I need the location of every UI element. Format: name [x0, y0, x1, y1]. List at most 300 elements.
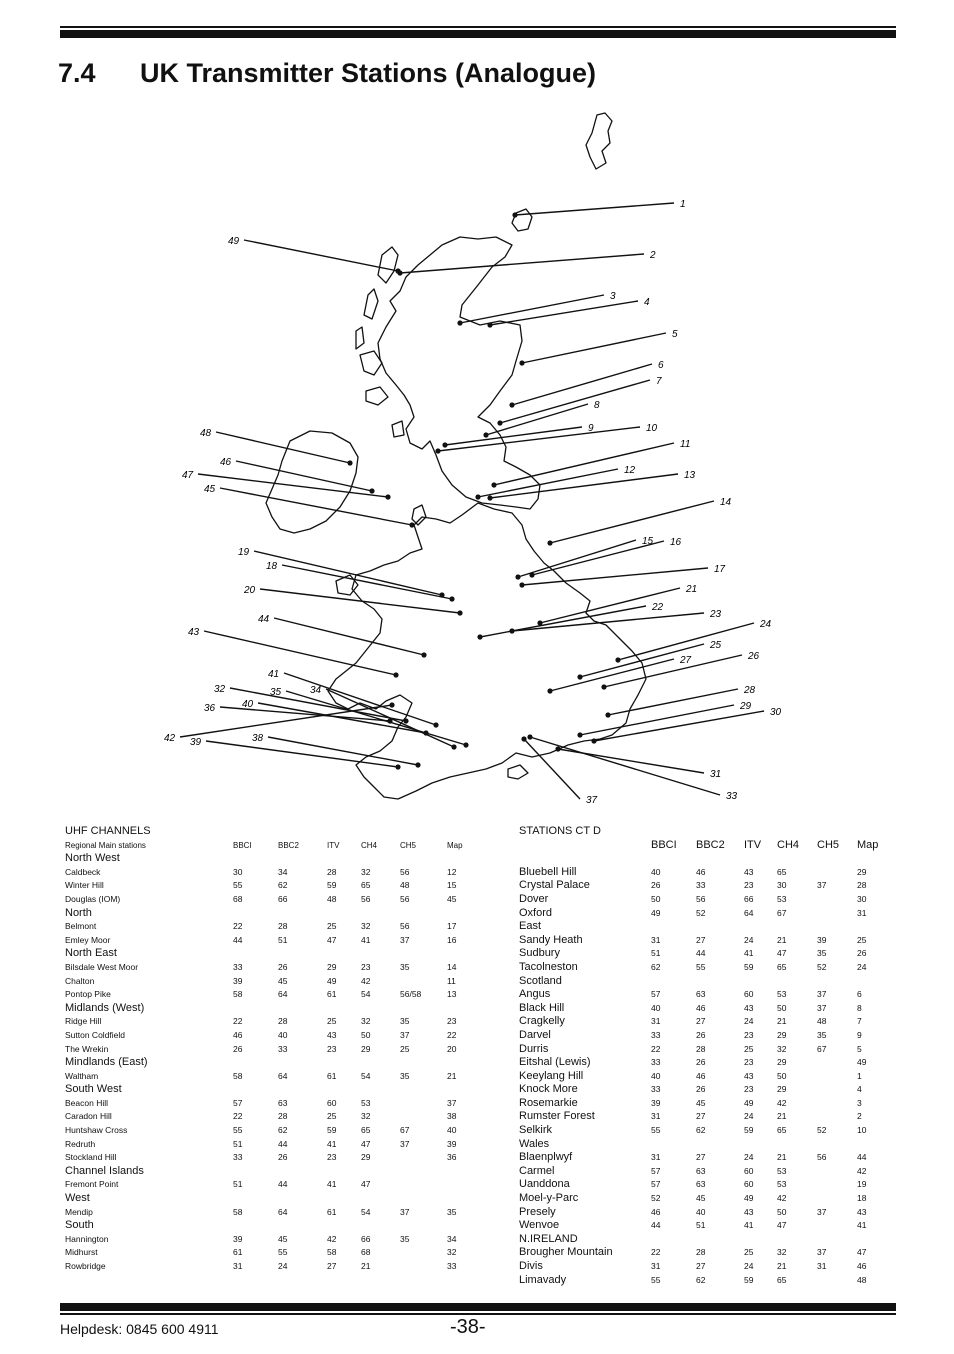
table-row [519, 1070, 899, 1084]
channel-cell: 49 [744, 1193, 754, 1204]
station-name: Redruth [65, 1138, 96, 1149]
channel-cell: 28 [696, 1247, 706, 1258]
station-dot-12 [475, 494, 480, 499]
channel-cell: 52 [817, 1125, 827, 1136]
station-name: Ridge Hill [65, 1016, 102, 1027]
channel-cell: 64 [278, 989, 288, 1000]
channel-cell: 2 [857, 1111, 862, 1122]
leader-line-35 [286, 691, 466, 745]
station-dot-15 [515, 574, 520, 579]
channel-cell: 35 [817, 948, 827, 959]
channel-cell: 3 [857, 1097, 862, 1108]
table-row [519, 1178, 899, 1192]
section-title: UK Transmitter Stations (Analogue) [140, 58, 597, 88]
channel-cell: 50 [777, 1002, 787, 1013]
station-name: Dover [519, 892, 549, 905]
channel-cell: 53 [777, 1179, 787, 1190]
channel-cell: 31 [651, 1111, 661, 1122]
station-name: Sutton Coldfield [65, 1029, 126, 1040]
channel-cell: 27 [696, 1016, 706, 1027]
station-dot-31 [555, 746, 560, 751]
station-label-30: 30 [770, 707, 782, 718]
station-name: Knock More [519, 1083, 578, 1096]
channel-cell: 51 [278, 934, 288, 945]
helpdesk-number: Helpdesk: 0845 600 4911 [60, 1321, 219, 1337]
channel-cell: 40 [651, 1002, 661, 1013]
channel-cell: 37 [817, 989, 827, 1000]
channel-cell: 29 [777, 1057, 787, 1068]
channel-cell: 32 [777, 1247, 787, 1258]
page-number: -38- [450, 1316, 486, 1338]
table-row [519, 961, 899, 975]
station-dot-41 [433, 722, 438, 727]
station-name: Durris [519, 1042, 549, 1055]
column-header: ITV [744, 838, 762, 851]
channel-cell: 22 [233, 1016, 243, 1027]
channel-cell: 27 [327, 1261, 337, 1271]
channel-cell: 57 [651, 1179, 661, 1190]
station-label-38: 38 [252, 733, 264, 744]
station-name: Waltham [65, 1070, 99, 1081]
channel-cell: 43 [744, 1070, 754, 1081]
station-name: Hannington [65, 1233, 109, 1244]
channel-cell: 63 [696, 1165, 706, 1176]
region-row [519, 1233, 899, 1247]
channel-cell: 25 [744, 1247, 754, 1258]
channel-cell: 41 [744, 1220, 754, 1231]
table-row [519, 934, 899, 948]
channel-cell: 43 [744, 866, 754, 877]
leader-line-38 [268, 737, 418, 765]
channel-cell: 60 [744, 1165, 754, 1176]
station-dot-13 [487, 495, 492, 500]
channel-cell: 62 [278, 1125, 288, 1136]
channel-cell: 32 [361, 921, 371, 932]
bottom-rule-thick [60, 1303, 896, 1311]
table-row [519, 1260, 899, 1274]
channel-cell: 27 [696, 934, 706, 945]
station-dot-24 [615, 657, 620, 662]
station-label-29: 29 [740, 701, 752, 712]
channel-cell: 52 [696, 907, 706, 918]
leader-line-22 [480, 606, 646, 637]
station-dot-38 [415, 762, 420, 767]
station-name: Caldbeck [65, 866, 101, 877]
station-label-8: 8 [594, 400, 600, 411]
station-label-6: 6 [658, 360, 664, 371]
channel-cell: 41 [327, 1138, 337, 1149]
channel-cell: 29 [361, 1043, 371, 1054]
station-label-28: 28 [744, 685, 756, 696]
channel-cell: 23 [744, 1029, 754, 1040]
channel-cell: 31 [857, 907, 867, 918]
station-dot-6 [509, 402, 514, 407]
channel-cell: 28 [278, 921, 288, 932]
channel-cell: 67 [777, 907, 787, 918]
column-header: CH4 [361, 840, 378, 850]
channel-cell: 26 [857, 948, 867, 959]
table-row [519, 947, 899, 961]
channel-cell: 32 [361, 1016, 371, 1027]
region-name: South [65, 1219, 94, 1232]
channel-cell: 33 [233, 1152, 243, 1163]
channel-cell: 27 [696, 1111, 706, 1122]
table-row [519, 1002, 899, 1016]
station-label-19: 19 [238, 547, 250, 558]
station-name: Caradon Hill [65, 1111, 112, 1122]
channel-cell: 17 [447, 921, 457, 932]
table-row [65, 1138, 485, 1152]
channel-cell: 11 [447, 975, 456, 986]
spacer-row [519, 852, 899, 866]
station-name: Emley Moor [65, 934, 111, 945]
channel-cell: 61 [233, 1247, 243, 1258]
region-row [65, 1083, 485, 1097]
table-row [65, 1246, 485, 1260]
station-dot-11 [491, 482, 496, 487]
channel-cell: 28 [278, 1111, 288, 1122]
channel-cell: 33 [651, 1029, 661, 1040]
table-row [65, 975, 485, 989]
channel-cell: 37 [817, 1206, 827, 1217]
table-row [65, 879, 485, 893]
page-title [58, 58, 596, 89]
channel-cell: 55 [651, 1274, 661, 1285]
table-row [65, 1110, 485, 1124]
channel-cell: 31 [651, 1152, 661, 1163]
station-dot-17 [519, 582, 524, 587]
channel-cell: 35 [447, 1206, 457, 1217]
station-label-7: 7 [656, 376, 662, 387]
channel-cell: 30 [777, 880, 787, 891]
station-dot-8 [483, 432, 488, 437]
channel-cell: 42 [857, 1165, 867, 1176]
channel-cell: 51 [651, 948, 661, 959]
station-dot-1 [512, 212, 517, 217]
channel-cell: 44 [278, 1179, 288, 1190]
channel-cell: 59 [744, 1274, 754, 1285]
channel-cell: 49 [651, 907, 661, 918]
station-dot-45 [409, 522, 414, 527]
region-name: Wales [519, 1137, 550, 1150]
channel-cell: 66 [744, 893, 754, 904]
channel-cell: 62 [651, 961, 661, 972]
leader-line-19 [254, 551, 442, 595]
channel-cell: 19 [857, 1179, 867, 1190]
station-name: Rumster Forest [519, 1110, 595, 1123]
channel-cell: 56 [400, 866, 410, 877]
column-header: CH5 [817, 838, 840, 851]
channel-cell: 32 [361, 866, 371, 877]
channel-cell: 39 [233, 975, 243, 986]
table-header-row [65, 839, 485, 853]
station-dot-27 [547, 688, 552, 693]
channel-cell: 55 [278, 1247, 288, 1258]
channel-cell: 63 [696, 1179, 706, 1190]
station-dot-36 [387, 718, 392, 723]
channel-cell: 29 [361, 1152, 371, 1163]
channel-cell: 64 [278, 1070, 288, 1081]
channel-cell: 56 [361, 893, 371, 904]
channel-cell: 49 [744, 1097, 754, 1108]
station-name: Beacon Hill [65, 1097, 108, 1108]
channel-cell: 22 [447, 1029, 457, 1040]
table-row [65, 1178, 485, 1192]
station-dot-29 [577, 732, 582, 737]
table-row [65, 920, 485, 934]
channel-cell: 66 [361, 1233, 371, 1244]
region-name: North West [65, 852, 120, 865]
channel-cell: 43 [857, 1206, 867, 1217]
stations-ctd-table [519, 825, 899, 1287]
station-label-15: 15 [642, 536, 654, 547]
station-name: Fremont Point [65, 1179, 119, 1190]
station-name: Moel-y-Parc [519, 1192, 579, 1205]
table-title: STATIONS CT D [519, 825, 601, 837]
region-name: Mindlands (East) [65, 1056, 148, 1069]
station-dot-48 [347, 460, 352, 465]
channel-cell: 40 [651, 866, 661, 877]
column-header: CH4 [777, 838, 800, 851]
channel-cell: 28 [696, 1043, 706, 1054]
station-dot-49 [395, 268, 400, 273]
station-dot-37 [521, 736, 526, 741]
channel-cell: 23 [327, 1152, 337, 1163]
channel-cell: 35 [817, 1029, 827, 1040]
station-dot-35 [463, 742, 468, 747]
channel-cell: 44 [696, 948, 706, 959]
channel-cell: 23 [361, 961, 371, 972]
channel-cell: 10 [857, 1125, 867, 1136]
station-name: Chalton [65, 975, 95, 986]
channel-cell: 29 [857, 866, 867, 877]
channel-cell: 43 [744, 1206, 754, 1217]
channel-cell: 45 [278, 1233, 288, 1244]
uk-transmitter-map [160, 105, 800, 815]
channel-cell: 66 [278, 893, 288, 904]
channel-cell: 47 [777, 948, 787, 959]
station-label-20: 20 [244, 585, 256, 596]
leader-line-11 [494, 443, 674, 485]
channel-cell: 41 [857, 1220, 867, 1231]
station-dot-34 [451, 744, 456, 749]
channel-cell: 22 [233, 1111, 243, 1122]
channel-cell: 58 [327, 1247, 337, 1258]
station-name: Rowbridge [65, 1261, 106, 1271]
station-label-48: 48 [200, 428, 212, 439]
channel-cell: 54 [361, 989, 371, 1000]
station-dot-9 [442, 442, 447, 447]
channel-cell: 24 [744, 1111, 754, 1122]
station-label-24: 24 [760, 619, 772, 630]
channel-cell: 13 [447, 989, 457, 1000]
channel-cell: 41 [744, 948, 754, 959]
channel-cell: 26 [278, 961, 288, 972]
station-name: The Wrekin [65, 1043, 109, 1054]
channel-cell: 23 [447, 1016, 457, 1027]
channel-cell: 53 [777, 989, 787, 1000]
channel-cell: 47 [777, 1220, 787, 1231]
channel-cell: 23 [744, 880, 754, 891]
leader-line-37 [524, 739, 580, 799]
channel-cell: 33 [233, 961, 243, 972]
channel-cell: 37 [400, 1138, 410, 1149]
station-dot-4 [487, 322, 492, 327]
channel-cell: 21 [777, 1152, 787, 1163]
channel-cell: 45 [696, 1097, 706, 1108]
station-label-37: 37 [586, 795, 598, 806]
region-row [65, 1219, 485, 1233]
station-dot-43 [393, 672, 398, 677]
channel-cell: 59 [327, 1125, 337, 1136]
channel-cell: 47 [361, 1138, 371, 1149]
channel-cell: 46 [857, 1261, 867, 1271]
channel-cell: 48 [817, 1016, 827, 1027]
channel-cell: 40 [696, 1206, 706, 1217]
channel-cell: 54 [361, 1206, 371, 1217]
station-name: Pontop Pike [65, 989, 111, 1000]
station-label-45: 45 [204, 484, 216, 495]
channel-cell: 68 [361, 1247, 371, 1258]
channel-cell: 42 [777, 1193, 787, 1204]
table-row [65, 988, 485, 1002]
station-name: Crystal Palace [519, 879, 590, 892]
leader-line-5 [522, 333, 666, 363]
station-dot-33 [527, 734, 532, 739]
channel-cell: 60 [327, 1097, 337, 1108]
station-dot-7 [497, 420, 502, 425]
leader-line-13 [490, 474, 678, 498]
station-dot-22 [477, 634, 482, 639]
channel-cell: 26 [233, 1043, 243, 1054]
region-name: N.IRELAND [519, 1232, 578, 1245]
channel-cell: 26 [651, 880, 661, 891]
station-label-47: 47 [182, 470, 194, 481]
channel-cell: 42 [777, 1097, 787, 1108]
station-name: Belmont [65, 921, 97, 932]
station-labels [164, 199, 782, 806]
channel-cell: 45 [696, 1193, 706, 1204]
channel-cell: 32 [777, 1043, 787, 1054]
leader-line-39 [206, 741, 398, 767]
channel-cell: 26 [278, 1152, 288, 1163]
channel-cell: 47 [361, 1179, 371, 1190]
leader-line-44 [274, 618, 424, 655]
channel-cell: 54 [361, 1070, 371, 1081]
channel-cell: 45 [278, 975, 288, 986]
table-row [519, 1097, 899, 1111]
channel-cell: 46 [651, 1206, 661, 1217]
region-name: South West [65, 1083, 122, 1096]
station-label-42: 42 [164, 733, 176, 744]
region-row [65, 1192, 485, 1206]
channel-cell: 29 [777, 1029, 787, 1040]
channel-cell: 23 [744, 1084, 754, 1095]
channel-cell: 9 [857, 1029, 862, 1040]
channel-cell: 64 [278, 1206, 288, 1217]
channel-cell: 37 [817, 880, 827, 891]
station-name: Sudbury [519, 947, 560, 960]
channel-cell: 60 [744, 989, 754, 1000]
table-subtitle: Regional Main stations [65, 840, 146, 850]
table-row [519, 893, 899, 907]
channel-cell: 42 [327, 1233, 337, 1244]
station-name: Sandy Heath [519, 933, 583, 946]
channel-cell: 32 [361, 1111, 371, 1122]
channel-cell: 42 [361, 975, 371, 986]
channel-cell: 43 [327, 1029, 337, 1040]
channel-cell: 12 [447, 866, 457, 877]
station-name: Divis [519, 1260, 543, 1272]
channel-cell: 36 [447, 1152, 457, 1163]
table-row [519, 1219, 899, 1233]
station-name: Midhurst [65, 1247, 98, 1258]
station-label-43: 43 [188, 627, 200, 638]
channel-cell: 31 [233, 1261, 243, 1271]
channel-cell: 33 [651, 1084, 661, 1095]
channel-cell: 5 [857, 1043, 862, 1054]
coastline [266, 113, 646, 799]
channel-cell: 57 [233, 1097, 243, 1108]
table-row [519, 1110, 899, 1124]
channel-cell: 1 [857, 1070, 862, 1081]
channel-cell: 48 [857, 1274, 867, 1285]
channel-cell: 60 [744, 1179, 754, 1190]
channel-cell: 37 [400, 1029, 410, 1040]
region-name: East [519, 920, 542, 933]
station-dot-10 [435, 448, 440, 453]
channel-cell: 35 [400, 1233, 410, 1244]
channel-cell: 61 [327, 1206, 337, 1217]
station-label-36: 36 [204, 703, 216, 714]
station-label-18: 18 [266, 561, 278, 572]
channel-cell: 48 [327, 893, 337, 904]
channel-cell: 58 [233, 1206, 243, 1217]
channel-cell: 58 [233, 989, 243, 1000]
channel-cell: 50 [361, 1029, 371, 1040]
region-row [65, 1165, 485, 1179]
channel-cell: 21 [777, 1261, 787, 1271]
channel-cell: 63 [278, 1097, 288, 1108]
region-row [519, 975, 899, 989]
table-row [519, 1192, 899, 1206]
channel-cell: 32 [447, 1247, 457, 1258]
column-header: BBCI [651, 838, 677, 851]
leader-line-2 [400, 254, 644, 273]
table-row [519, 1056, 899, 1070]
station-dots [347, 212, 620, 769]
station-name: Brougher Mountain [519, 1246, 613, 1259]
table-title-row [65, 825, 485, 839]
station-label-16: 16 [670, 537, 682, 548]
channel-cell: 65 [777, 961, 787, 972]
top-rule-thick [60, 30, 896, 38]
channel-cell: 39 [651, 1097, 661, 1108]
channel-cell: 29 [777, 1084, 787, 1095]
station-dot-46 [369, 488, 374, 493]
section-number: 7.4 [58, 58, 96, 88]
channel-cell: 53 [361, 1097, 371, 1108]
station-name: Stockland Hill [65, 1152, 117, 1163]
column-header: Map [447, 840, 463, 850]
station-label-4: 4 [644, 297, 650, 308]
station-dot-20 [457, 610, 462, 615]
channel-cell: 14 [447, 961, 457, 972]
table-row [65, 1124, 485, 1138]
channel-cell: 51 [233, 1179, 243, 1190]
channel-cell: 67 [400, 1125, 410, 1136]
channel-cell: 38 [447, 1111, 457, 1122]
